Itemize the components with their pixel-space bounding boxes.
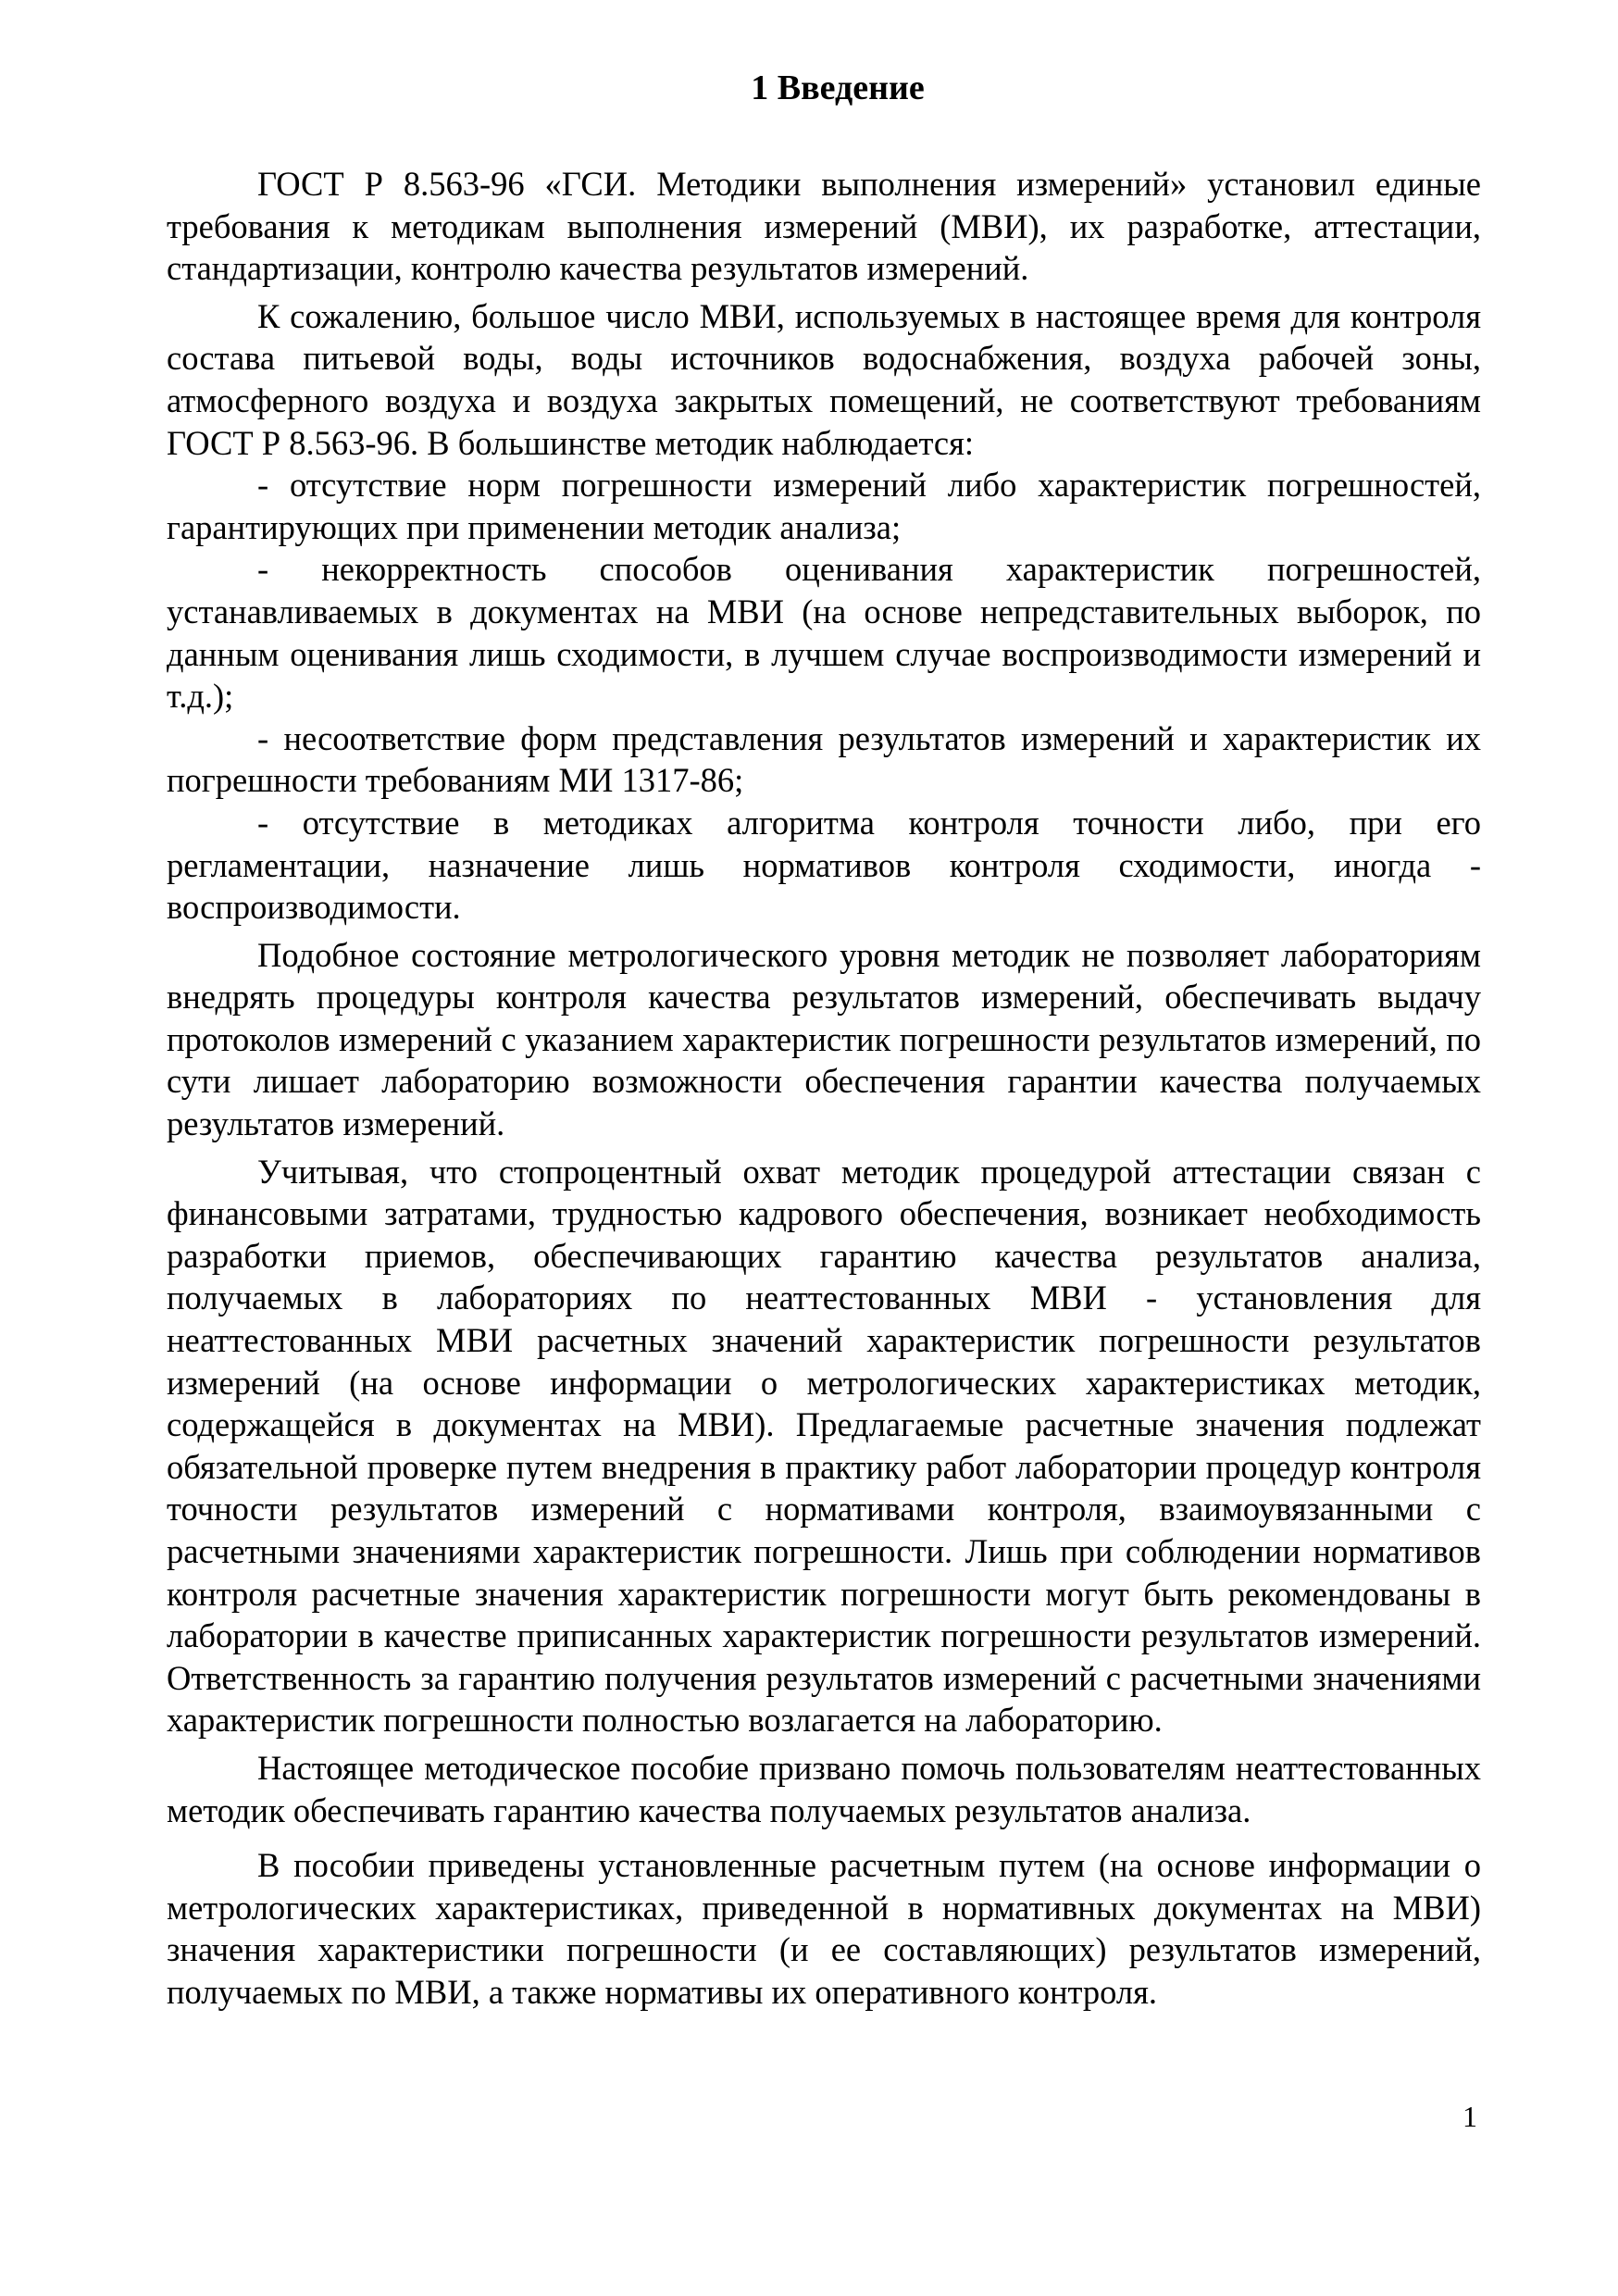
paragraph-metrology-state: Подобное состояние метрологического уровня методик не позволяет лабораториям внедрять процедуры контроля качества результатов измерений, обеспечивать выдачу протоколов измерений с указанием характеристик погрешности результатов измерений, по сути лишает лабораторию возможности обеспечения гарантии качества получаемых результатов измерений. <box>167 935 1481 1143</box>
list-item-no-control-algorithm: - отсутствие в методиках алгоритма контроля точности либо, при его регламентации, назначение лишь нормативов контроля сходимости, иногда - воспроизводимости. <box>167 803 1481 927</box>
document-page <box>167 65 1481 2014</box>
page-number: 1 <box>1462 2100 1477 2133</box>
list-item-format-mismatch: - несоответствие форм представления результатов измерений и характеристик их погрешности требованиям МИ 1317-86; <box>167 718 1481 800</box>
paragraph-certification-coverage: Учитывая, что стопроцентный охват методик процедурой аттестации связан с финансовыми затратами, трудностью кадрового обеспечения, возникает необходимость разработки приемов, обеспечивающих гарантию качества результатов анализа, получаемых в лабораториях по неаттестованных МВИ - установления для неаттестованных МВИ расчетных значений характеристик погрешности результатов измерений (на основе информации о метрологических характеристиках методик, содержащейся в документах на МВИ). Предлагаемые расчетные значения подлежат обязательной проверке путем внедрения в практику работ лаборатории процедур контроля точности результатов измерений с нормативами контроля, взаимоувязанными с расчетными значениями характеристик погрешности. Лишь при соблюдении нормативов контроля расчетные значения характеристик погрешности могут быть рекомендованы в лаборатории в качестве приписанных характеристик погрешности результатов измерений. Ответственность за гарантию получения результатов измерений с расчетными значениями характеристик погрешности полностью возлагается на лабораторию. <box>167 1152 1481 1740</box>
paragraph-mvi-problems: К сожалению, большое число МВИ, используемых в настоящее время для контроля состава питьевой воды, воды источников водоснабжения, воздуха рабочей зоны, атмосферного воздуха и воздуха закрытых помещений, не соответствуют требованиям ГОСТ Р 8.563-96. В большинстве методик наблюдается: <box>167 296 1481 462</box>
paragraph-manual-contents: В пособии приведены установленные расчетным путем (на основе информации о метрологических характеристиках, приведенной в нормативных документах на МВИ) значения характеристики погрешности (и ее составляющих) результатов измерений, получаемых по МВИ, а также нормативы их оперативного контроля. <box>167 1846 1481 2011</box>
paragraph-gost-intro: ГОСТ Р 8.563-96 «ГСИ. Методики выполнения измерений» установил единые требования к методикам выполнения измерений (МВИ), их разработке, аттестации, стандартизации, контролю качества результатов измерений. <box>167 165 1481 288</box>
list-item-no-error-norms: - отсутствие норм погрешности измерений либо характеристик погрешностей, гарантирующих при применении методик анализа; <box>167 466 1481 546</box>
list-item-incorrect-estimation: - некорректность способов оценивания характеристик погрешностей, устанавливаемых в документах на МВИ (на основе непредставительных выборок, по данным оценивания лишь сходимости, в лучшем случае воспроизводимости измерений и т.д.); <box>167 550 1481 716</box>
paragraph-manual-purpose: Настоящее методическое пособие призвано помочь пользователям неаттестованных методик обеспечивать гарантию качества получаемых результатов анализа. <box>167 1748 1481 1829</box>
section-heading: 1 Введение <box>751 69 925 107</box>
